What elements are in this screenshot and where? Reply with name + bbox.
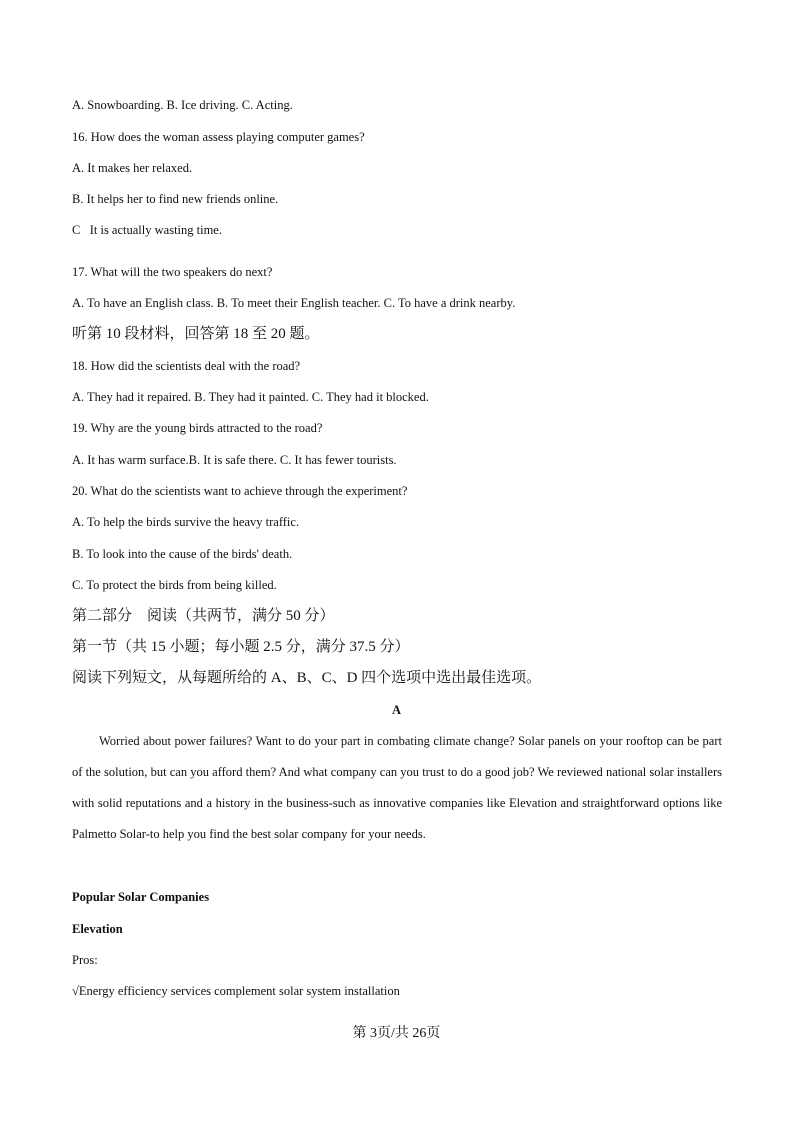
q16-option-c: C It is actually wasting time.	[72, 223, 222, 237]
elevation-heading: Elevation	[72, 922, 123, 936]
q16-option-a: A. It makes her relaxed.	[72, 161, 193, 175]
q17-options: A. To have an English class. B. To meet their English teacher. C. To have a drink nearby.	[72, 296, 516, 310]
q20-option-a: A. To help the birds survive the heavy traffic.	[72, 515, 300, 529]
q18-options: A. They had it repaired. B. They had it painted. C. They had it blocked.	[72, 390, 429, 404]
q19-options: A. It has warm surface.B. It is safe there. C. It has fewer tourists.	[72, 453, 397, 467]
pros-label: Pros:	[72, 953, 98, 967]
question-20: 20. What do the scientists want to achieve through the experiment?	[72, 484, 408, 498]
pro-item: √Energy efficiency services complement solar system installation	[72, 984, 400, 998]
question-16: 16. How does the woman assess playing computer games?	[72, 130, 365, 144]
section-one-heading: 第一节（共 15 小题；每小题 2.5 分，满分 37.5 分）	[72, 639, 410, 655]
part-two-heading: 第二部分 阅读（共两节，满分 50 分）	[72, 608, 335, 624]
popular-solar-heading: Popular Solar Companies	[72, 890, 210, 904]
page-footer: 第 3页/共 26页	[352, 1026, 441, 1041]
q20-option-b: B. To look into the cause of the birds' death.	[72, 547, 293, 561]
question-18: 18. How did the scientists deal with the road?	[72, 359, 301, 373]
section-10-instruction: 听第 10 段材料，回答第 18 至 20 题。	[72, 326, 320, 342]
q16-option-b: B. It helps her to find new friends online.	[72, 192, 279, 206]
passage-letter: A	[391, 703, 402, 717]
q20-option-c: C. To protect the birds from being killed.	[72, 578, 277, 592]
passage-paragraph: Worried about power failures? Want to do your part in combating climate change? Solar panels on your rooftop can be part of the solution, but can you afford them? And what company can you trust to do a good job? We reviewed national solar installers with solid reputations and a history in the business-such as innovative companies like Elevation and straightforward options like Palmetto Solar-to help you find the best solar company for your needs.	[72, 734, 722, 841]
reading-instruction: 阅读下列短文，从每题所给的 A、B、C、D 四个选项中选出最佳选项。	[72, 670, 542, 686]
question-19: 19. Why are the young birds attracted to the road?	[72, 421, 323, 435]
question-17: 17. What will the two speakers do next?	[72, 265, 273, 279]
q15-options: A. Snowboarding. B. Ice driving. C. Acting.	[72, 98, 293, 112]
